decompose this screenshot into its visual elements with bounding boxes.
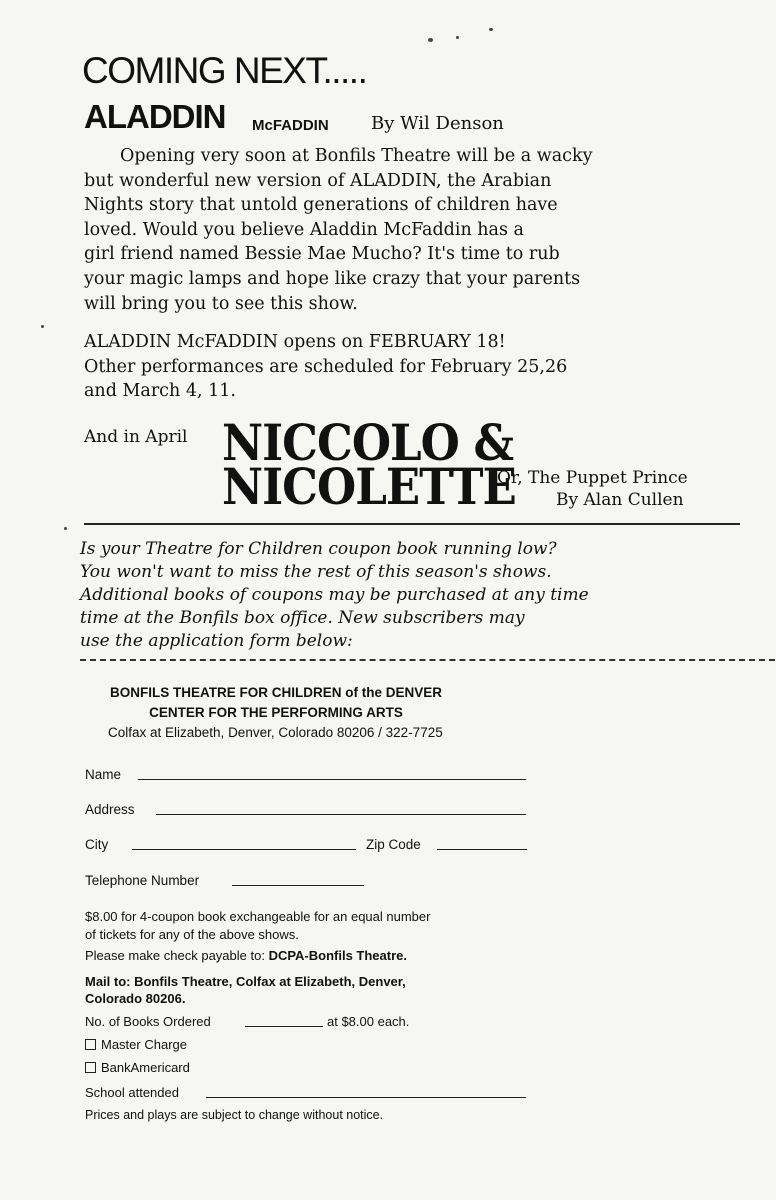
schedule-line: and March 4, 11. [84,381,236,402]
show1-byline: By Wil Denson [371,113,504,134]
zip-field[interactable] [437,849,527,850]
city-label: City [85,837,109,852]
mail-line2: Colorado 80206. [85,991,186,1006]
price-line2: of tickets for any of the above shows. [85,927,299,942]
school-field[interactable] [206,1097,526,1098]
description-line: girl friend named Bessie Mae Mucho? It's time to rub [84,244,560,265]
city-field[interactable] [132,849,356,850]
phone-field[interactable] [232,885,364,886]
books-label: No. of Books Ordered [85,1014,211,1029]
promo-line: Additional books of coupons may be purchased at any time [80,585,589,605]
show2-subtitle: Or, The Puppet Prince [497,468,688,488]
zip-label: Zip Code [366,837,421,852]
master-charge-checkbox[interactable] [85,1039,96,1050]
show1-title: ALADDIN [84,98,226,135]
show2-intro: And in April [84,427,188,447]
coming-next-heading: COMING NEXT..... [82,50,367,91]
mail-line1: Mail to: Bonfils Theatre, Colfax at Elizabeth, Denver, [85,974,406,989]
scan-speck [456,36,459,39]
show2-byline: By Alan Cullen [556,490,684,510]
org-line2: CENTER FOR THE PERFORMING ARTS [149,705,403,720]
scan-speck [41,325,44,328]
mail-info [85,973,406,1007]
show2-title-line2: NICOLETTE [222,457,516,516]
name-label: Name [85,767,122,782]
check-prefix: Please make check payable to: [85,948,269,963]
bankamericard-checkbox[interactable] [85,1062,96,1073]
org-line1: BONFILS THEATRE FOR CHILDREN of the DENVER [110,685,442,700]
description-line: but wonderful new version of ALADDIN, the Arabian [84,170,552,191]
books-suffix: at $8.00 each. [327,1014,410,1029]
name-field[interactable] [138,779,526,780]
show1-description [84,144,592,316]
school-label: School attended [85,1085,179,1100]
promo-text [80,538,589,653]
address-field[interactable] [156,814,526,815]
promo-line: use the application form below: [80,631,353,651]
form-header [110,683,442,723]
schedule-line: Other performances are scheduled for February 25,26 [84,356,568,377]
org-address: Colfax at Elizabeth, Denver, Colorado 80206 / 322-7725 [108,725,443,740]
bankamericard-label: BankAmericard [101,1060,190,1075]
show1-subtitle: McFADDIN [252,117,329,134]
scan-speck [64,527,67,530]
price-info [85,908,430,944]
phone-label: Telephone Number [85,873,200,888]
schedule-line: ALADDIN McFADDIN opens on FEBRUARY 18! [84,332,506,352]
notice-text: Prices and plays are subject to change without notice. [85,1108,384,1122]
option-master-charge[interactable] [85,1037,187,1052]
check-payee: DCPA-Bonfils Theatre. [268,948,407,963]
description-line: Opening very soon at Bonfils Theatre will be a wacky [120,146,593,166]
description-line: Nights story that untold generations of children have [84,195,558,216]
description-line: loved. Would you believe Aladdin McFaddin has a [84,219,524,240]
books-field[interactable] [245,1026,323,1027]
promo-line: You won't want to miss the rest of this season's shows. [80,562,552,582]
check-info [85,948,407,963]
show2-title-line1: NICCOLO & [222,413,514,472]
promo-line: time at the Bonfils box office. New subscribers may [80,608,525,628]
option-bankamericard[interactable] [85,1060,190,1075]
scan-speck [489,28,493,31]
description-line: your magic lamps and hope like crazy that your parents [84,268,581,289]
cut-line [80,659,775,661]
address-label: Address [85,802,135,817]
master-charge-label: Master Charge [101,1037,187,1052]
promo-line: Is your Theatre for Children coupon book running low? [80,539,557,559]
scan-speck [428,38,433,42]
description-line: will bring you to see this show. [84,293,358,314]
price-line1: $8.00 for 4-coupon book exchangeable for an equal number [85,909,431,924]
show1-schedule [84,330,567,404]
section-divider [84,523,740,525]
